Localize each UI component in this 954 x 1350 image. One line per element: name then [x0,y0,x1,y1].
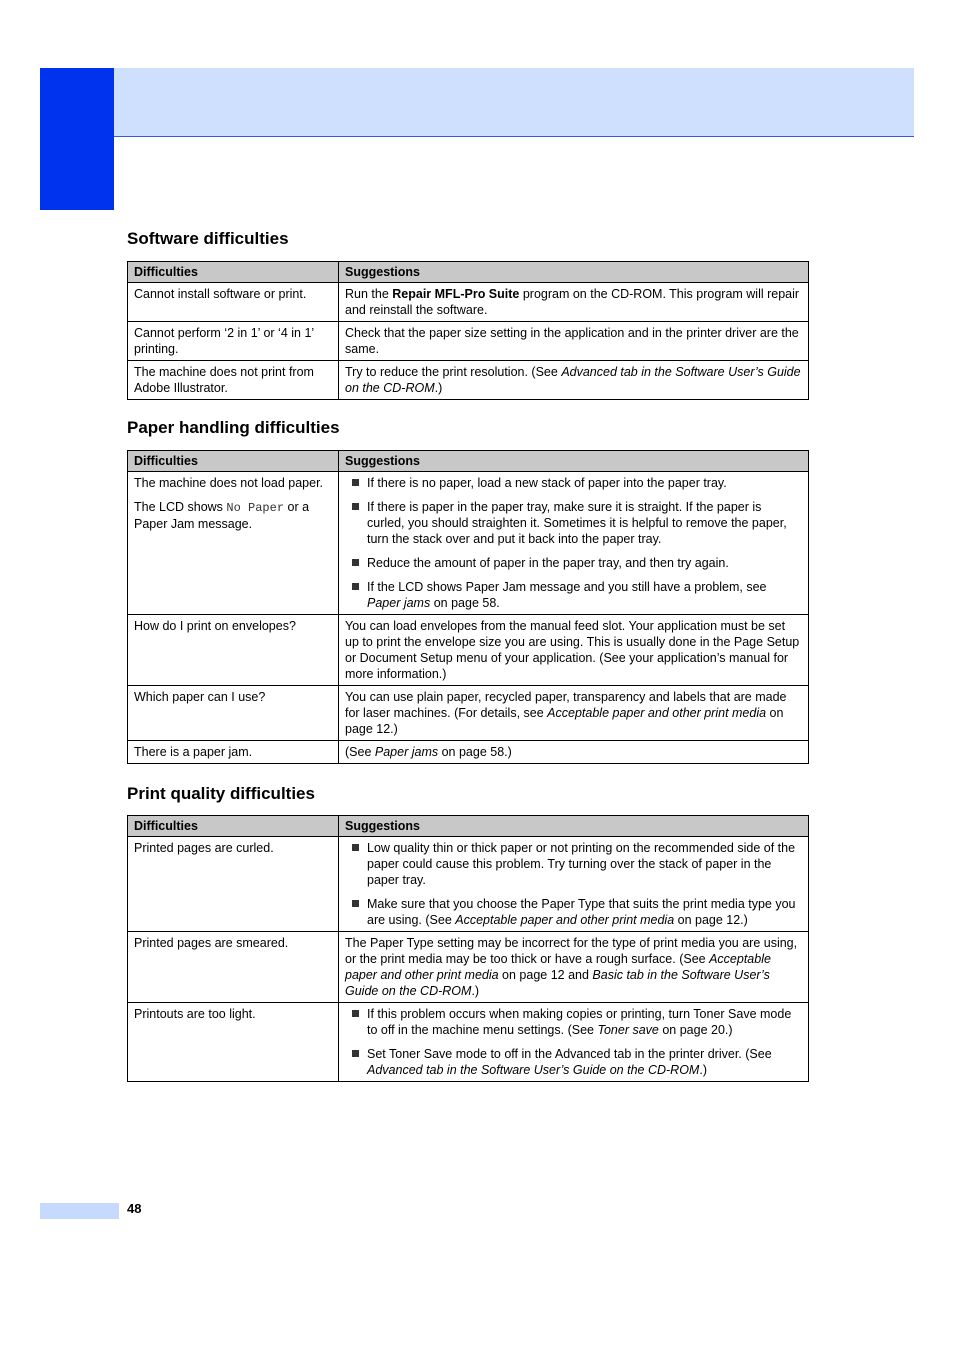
difficulty-cell: Printed pages are curled. [128,837,339,932]
footer-bar [40,1203,119,1219]
table-row [128,472,809,615]
suggestion-reference: Acceptable paper and other print media [455,913,675,927]
table-row [128,686,809,741]
square-bullet-icon [352,559,359,566]
suggestion-cell [339,361,809,400]
list-item-text: on page 20.) [658,1023,733,1037]
software-difficulties-table [127,261,809,400]
square-bullet-icon [352,1010,359,1017]
column-header-suggestions: Suggestions [339,262,809,283]
list-item-text: If there is paper in the paper tray, make sure it is straight. If the paper is curled, you should straighten it. Sometimes it is helpful to remove the paper, turn the stack over and put it back into the paper tray. [367,500,787,546]
difficulty-cell [128,472,339,615]
list-item [345,499,802,547]
suggestion-text: The Paper Type setting may be incorrect for the type of print media you are using, or the print media may be too thick or have a rough surface. (See [345,936,798,966]
table-row [128,837,809,932]
list-item-text: Set Toner Save mode to off in the Advanced tab in the printer driver. (See [367,1047,772,1061]
suggestion-reference: Paper jams [374,745,439,759]
suggestion-cell [339,837,809,932]
list-item-text: If the LCD shows Paper Jam message and you still have a problem, see [367,580,767,594]
suggestion-reference: Advanced tab in the Software User’s Guide on the CD-ROM [345,365,801,395]
suggestion-text: (See [345,745,375,759]
software-difficulties-heading: Software difficulties [127,229,289,248]
difficulty-cell: Which paper can I use? [128,686,339,741]
list-item-text: .) [699,1063,707,1077]
print-quality-difficulties-table [127,815,809,1082]
square-bullet-icon [352,583,359,590]
suggestion-cell [339,686,809,741]
difficulty-cell: Printouts are too light. [128,1003,339,1082]
table-row [128,1003,809,1082]
table-header-row [128,451,809,472]
suggestion-reference: Acceptable paper and other print media [345,952,771,982]
suggestion-text: .) [434,381,443,395]
suggestion-bold-text: Repair MFL-Pro Suite [392,287,520,301]
difficulty-text-part: or a Paper Jam message. [134,500,310,531]
square-bullet-icon [352,479,359,486]
suggestion-reference: Advanced tab in the Software User’s Guide on the CD-ROM [367,1063,700,1077]
table-header-row [128,816,809,837]
difficulty-text [134,499,332,532]
list-item [345,896,802,928]
table-row [128,283,809,322]
suggestion-reference: Acceptable paper and other print media [547,706,767,720]
square-bullet-icon [352,900,359,907]
square-bullet-icon [352,844,359,851]
suggestion-cell: Check that the paper size setting in the application and in the printer driver are the same. [339,322,809,361]
paper-handling-difficulties-table [127,450,809,764]
column-header-difficulties: Difficulties [128,816,339,837]
suggestion-cell: You can load envelopes from the manual feed slot. Your application must be set up to print the envelope size you are using. This is usually done in the Page Setup or Document Setup menu of your application. (See your application’s manual for more information.) [339,615,809,686]
table-row [128,932,809,1003]
suggestion-text: program on the CD-ROM. This program will repair and reinstall the software. [345,287,800,317]
list-item [345,840,802,888]
table-row [128,741,809,764]
difficulty-cell: How do I print on envelopes? [128,615,339,686]
suggestion-list [345,1006,802,1078]
suggestion-list [345,840,802,928]
table-row [128,615,809,686]
list-item [345,1046,802,1078]
list-item-text: Make sure that you choose the Paper Type that suits the print media type you are using. (See [367,897,796,927]
suggestion-cell [339,283,809,322]
suggestion-cell [339,472,809,615]
suggestion-reference: Basic tab in the Software User’s Guide on the CD-ROM [345,968,770,998]
list-item [345,579,802,611]
suggestion-reference: Paper jams [367,596,431,610]
list-item [345,475,802,491]
suggestion-text: on page 12 and [498,968,593,982]
suggestion-list [345,475,802,611]
list-item [345,555,802,571]
difficulty-cell: The machine does not print from Adobe Illustrator. [128,361,339,400]
suggestion-text: You can use plain paper, recycled paper, transparency and labels that are made for laser machines. (For details, see [345,690,787,720]
difficulty-cell: There is a paper jam. [128,741,339,764]
table-row [128,322,809,361]
difficulty-cell: Cannot install software or print. [128,283,339,322]
suggestion-text: Try to reduce the print resolution. (See [345,365,562,379]
suggestion-cell [339,932,809,1003]
list-item [345,1006,802,1038]
paper-handling-difficulties-heading: Paper handling difficulties [127,418,340,437]
suggestion-text: Run the [345,287,393,301]
suggestion-text: on page 12.) [345,706,784,736]
chapter-tab-block [40,68,114,210]
difficulty-cell: Printed pages are smeared. [128,932,339,1003]
difficulty-cell: Cannot perform ‘2 in 1’ or ‘4 in 1’ printing. [128,322,339,361]
page-number: 48 [127,1201,142,1216]
list-item-text: on page 58. [430,596,500,610]
square-bullet-icon [352,1050,359,1057]
print-quality-difficulties-heading: Print quality difficulties [127,784,315,803]
list-item-text: If there is no paper, load a new stack of paper into the paper tray. [367,476,727,490]
difficulty-text-part: The LCD shows [134,500,227,514]
column-header-suggestions: Suggestions [339,451,809,472]
column-header-difficulties: Difficulties [128,451,339,472]
list-item-text: on page 12.) [674,913,748,927]
suggestion-text: on page 58.) [438,745,512,759]
list-item-text: If this problem occurs when making copies or printing, turn Toner Save mode to off in the machine menu settings. (See [367,1007,792,1037]
table-header-row [128,262,809,283]
header-band [114,68,914,137]
square-bullet-icon [352,503,359,510]
suggestion-cell [339,741,809,764]
list-item-text: Low quality thin or thick paper or not printing on the recommended side of the paper could cause this problem. Try turning over the stack of paper in the paper tray. [367,841,796,887]
suggestion-reference: Toner save [597,1023,659,1037]
difficulty-text: The machine does not load paper. [134,476,324,490]
column-header-difficulties: Difficulties [128,262,339,283]
lcd-message: No Paper [226,501,285,515]
suggestion-cell [339,1003,809,1082]
list-item-text: Reduce the amount of paper in the paper tray, and then try again. [367,556,729,570]
column-header-suggestions: Suggestions [339,816,809,837]
suggestion-text: .) [471,984,480,998]
table-row [128,361,809,400]
